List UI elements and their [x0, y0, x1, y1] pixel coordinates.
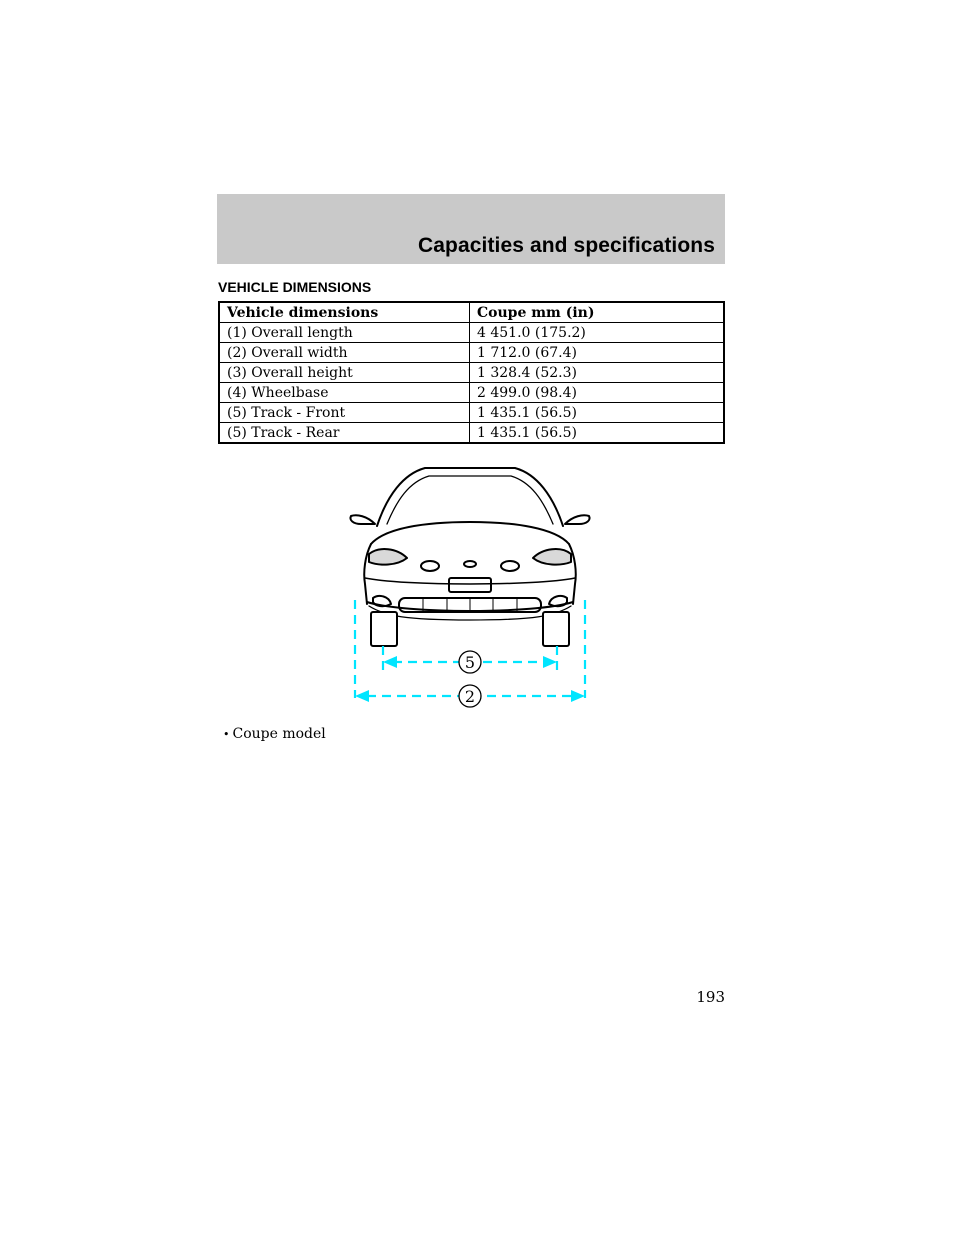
column-header: Vehicle dimensions	[219, 302, 470, 323]
table-cell: (3) Overall height	[219, 363, 470, 383]
table-row	[219, 323, 724, 343]
table-header-row	[219, 302, 724, 323]
bullet-item	[223, 726, 326, 742]
bullet-text: Coupe model	[232, 726, 326, 742]
table-cell: (1) Overall length	[219, 323, 470, 343]
table-cell: 1 435.1 (56.5)	[470, 403, 725, 423]
page-number: 193	[696, 988, 725, 1006]
table-row	[219, 383, 724, 403]
section-title: Capacities and specifications	[417, 234, 715, 257]
bullet-icon: •	[223, 728, 230, 741]
table-cell: (5) Track - Front	[219, 403, 470, 423]
table-row	[219, 423, 724, 444]
table-row	[219, 343, 724, 363]
table-cell: 1 435.1 (56.5)	[470, 423, 725, 444]
section-header-band	[217, 194, 725, 264]
vehicle-dimensions-table	[218, 301, 725, 444]
table-cell: (4) Wheelbase	[219, 383, 470, 403]
table-cell: 2 499.0 (98.4)	[470, 383, 725, 403]
table-cell: (5) Track - Rear	[219, 423, 470, 444]
column-header: Coupe mm (in)	[470, 302, 725, 323]
coupe-front-view-illustration	[345, 466, 595, 711]
callout-width-label: 2	[464, 687, 476, 706]
table-cell: (2) Overall width	[219, 343, 470, 363]
table-cell: 1 712.0 (67.4)	[470, 343, 725, 363]
table-cell: 4 451.0 (175.2)	[470, 323, 725, 343]
table-row	[219, 363, 724, 383]
callout-track-label: 5	[464, 653, 476, 672]
table-row	[219, 403, 724, 423]
page-heading: VEHICLE DIMENSIONS	[218, 279, 372, 295]
table-cell: 1 328.4 (52.3)	[470, 363, 725, 383]
